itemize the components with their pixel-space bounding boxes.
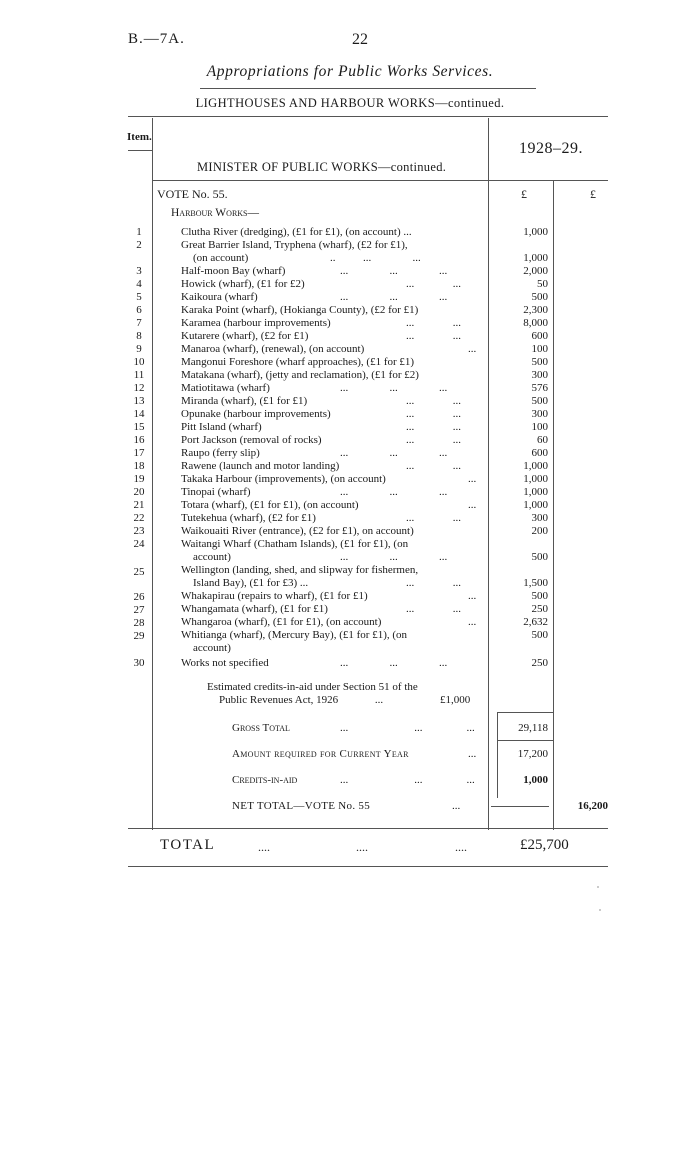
credits-note-line2 xyxy=(219,694,383,706)
table-bottom-rule xyxy=(128,828,608,829)
item-number: 18 xyxy=(133,460,145,472)
item-amount: 2,632 xyxy=(523,616,548,628)
item-description-continued: account) xyxy=(193,642,231,654)
item-description: Whangaroa (wharf), (£1 for £1), (on account) xyxy=(181,616,382,628)
item-description: Rawene (launch and motor landing) xyxy=(181,460,340,472)
item-amount: 500 xyxy=(531,551,548,563)
item-amount: 200 xyxy=(531,525,548,537)
item-number: 13 xyxy=(133,395,145,407)
net-total-label: NET TOTAL—VOTE No. 55 xyxy=(232,800,371,812)
item-number: 21 xyxy=(133,499,145,511)
item-number: 26 xyxy=(133,591,145,603)
item-amount: 600 xyxy=(531,330,548,342)
item-amount: 1,000 xyxy=(523,252,548,264)
scan-speck xyxy=(597,886,599,888)
net-total-value: 16,200 xyxy=(577,800,608,812)
currency-label-total: £ xyxy=(590,187,596,201)
item-description: Opunake (harbour improvements) xyxy=(181,408,331,420)
item-number: 10 xyxy=(133,356,145,368)
item-number: 25 xyxy=(133,566,145,578)
item-amount: 2,000 xyxy=(523,265,548,277)
item-description: Kutarere (wharf), (£2 for £1) xyxy=(181,330,309,342)
credits-note-amount: £1,000 xyxy=(440,694,471,706)
item-number: 8 xyxy=(136,330,142,342)
scan-speck xyxy=(599,909,601,911)
grand-total-value: £25,700 xyxy=(520,837,569,853)
grand-total-dots-2: .... xyxy=(356,840,368,854)
item-number: 30 xyxy=(133,657,145,669)
item-description: Miranda (wharf), (£1 for £1) xyxy=(181,395,308,407)
title-rule xyxy=(200,88,536,89)
item-description: Manaroa (wharf), (renewal), (on account) xyxy=(181,343,365,355)
item-description: Waitangi Wharf (Chatham Islands), (£1 for £1), (on xyxy=(181,538,409,550)
item-amount: 300 xyxy=(531,408,548,420)
year-column-header: 1928–29. xyxy=(519,140,583,157)
amount-required-value: 17,200 xyxy=(517,748,548,760)
gross-total-top-rule xyxy=(497,712,553,713)
credits-in-aid-value: 1,000 xyxy=(523,774,548,786)
grand-total-rule xyxy=(128,866,608,867)
item-number: 23 xyxy=(133,525,145,537)
item-amount: 2,300 xyxy=(523,304,548,316)
item-amount: 60 xyxy=(537,434,548,446)
grand-total-dots-1: .... xyxy=(258,840,270,854)
item-number: 19 xyxy=(133,473,145,485)
item-amount: 576 xyxy=(531,382,548,394)
item-description: Works not specified xyxy=(181,657,269,669)
grand-total-label: TOTAL xyxy=(160,837,216,853)
item-number: 29 xyxy=(133,630,145,642)
item-description: Tutekehua (wharf), (£2 for £1) xyxy=(181,512,316,524)
credits-note-dots: ... xyxy=(374,694,384,706)
item-column-divider xyxy=(152,118,153,830)
item-description: Kaikoura (wharf) xyxy=(181,291,258,303)
item-amount: 250 xyxy=(531,603,548,615)
item-description: Whangamata (wharf), (£1 for £1) xyxy=(181,603,328,615)
credits-in-aid-label: Credits-in-aid xyxy=(232,774,298,786)
item-amount: 500 xyxy=(531,356,548,368)
currency-label-amount: £ xyxy=(521,187,527,201)
item-description: Whitianga (wharf), (Mercury Bay), (£1 for £1), (on xyxy=(181,629,408,641)
item-description: Karaka Point (wharf), (Hokianga County), (£2 for £1) xyxy=(181,304,419,316)
item-number: 11 xyxy=(133,369,145,381)
gross-total-bottom-rule xyxy=(497,740,553,741)
item-description-continued: Island Bay), (£1 for £3) ... xyxy=(193,577,309,589)
amount-column-divider xyxy=(488,118,489,830)
item-description: Wellington (landing, shed, and slipway for fishermen, xyxy=(181,564,419,576)
item-number: 4 xyxy=(136,278,142,290)
item-description-continued: (on account) xyxy=(193,252,249,264)
item-amount: 600 xyxy=(531,447,548,459)
item-amount: 250 xyxy=(531,657,548,669)
item-number: 6 xyxy=(136,304,142,316)
item-number: 5 xyxy=(136,291,142,303)
page-number: 22 xyxy=(352,31,368,48)
item-amount: 50 xyxy=(537,278,548,290)
item-description-continued: account) xyxy=(193,551,231,563)
credits-note-line1: Estimated credits-in-aid under Section 51 of the xyxy=(207,681,418,693)
item-number: 7 xyxy=(136,317,142,329)
item-number: 28 xyxy=(133,617,145,629)
item-description: Whakapirau (repairs to wharf), (£1 for £1) xyxy=(181,590,368,602)
item-amount: 100 xyxy=(531,343,548,355)
item-description: Tinopai (wharf) xyxy=(181,486,251,498)
item-number: 3 xyxy=(136,265,142,277)
item-amount: 100 xyxy=(531,421,548,433)
item-description: Takaka Harbour (improvements), (on account) xyxy=(181,473,386,485)
item-amount: 1,000 xyxy=(523,473,548,485)
item-number: 12 xyxy=(133,382,145,394)
grand-total-dots-3: .... xyxy=(455,840,467,854)
item-number: 27 xyxy=(133,604,145,616)
item-number: 2 xyxy=(136,239,142,251)
item-amount: 500 xyxy=(531,291,548,303)
item-number: 9 xyxy=(136,343,142,355)
section-title: LIGHTHOUSES AND HARBOUR WORKS—continued. xyxy=(195,96,505,110)
item-amount: 1,000 xyxy=(523,486,548,498)
table-top-rule xyxy=(128,116,608,117)
item-description: Clutha River (dredging), (£1 for £1), (on account) ... xyxy=(181,226,412,238)
header-bottom-rule xyxy=(152,180,608,181)
item-amount: 300 xyxy=(531,512,548,524)
item-column-header: Item. xyxy=(127,131,152,143)
item-number: 22 xyxy=(133,512,145,524)
item-description: Port Jackson (removal of rocks) xyxy=(181,434,322,446)
item-amount: 1,000 xyxy=(523,499,548,511)
item-description: Howick (wharf), (£1 for £2) xyxy=(181,278,305,290)
item-number: 15 xyxy=(133,421,145,433)
item-number: 16 xyxy=(133,434,145,446)
harbour-works-subheading: Harbour Works— xyxy=(171,207,260,219)
item-description: Matiotitawa (wharf) xyxy=(181,382,270,394)
item-number: 24 xyxy=(133,538,145,550)
item-number: 1 xyxy=(136,226,142,238)
item-amount: 1,000 xyxy=(523,460,548,472)
gross-total-value: 29,118 xyxy=(518,722,548,734)
ministry-heading: MINISTER OF PUBLIC WORKS—continued. xyxy=(197,160,447,174)
item-number: 20 xyxy=(133,486,145,498)
item-description: Matakana (wharf), (jetty and reclamation), (£1 for £2) xyxy=(181,369,419,381)
item-amount: 500 xyxy=(531,395,548,407)
item-description: Mangonui Foreshore (wharf approaches), (£1 for £1) xyxy=(181,356,415,368)
item-description: Karamea (harbour improvements) xyxy=(181,317,331,329)
item-amount: 500 xyxy=(531,629,548,641)
item-description: Raupo (ferry slip) xyxy=(181,447,260,459)
gross-total-label: Gross Total xyxy=(232,722,290,734)
item-description: Great Barrier Island, Tryphena (wharf), (£2 for £1), xyxy=(181,239,408,251)
net-total-dash xyxy=(491,806,549,807)
item-description: Pitt Island (wharf) xyxy=(181,421,262,433)
credits-note-text: Public Revenues Act, 1926 xyxy=(219,694,339,706)
item-description: Half-moon Bay (wharf) xyxy=(181,265,286,277)
document-reference: B.—7A. xyxy=(128,31,185,47)
vote-heading: VOTE No. 55. xyxy=(157,187,228,201)
item-description: Totara (wharf), (£1 for £1), (on account) xyxy=(181,499,359,511)
amount-required-label: Amount required for Current Year xyxy=(232,748,409,760)
item-amount: 8,000 xyxy=(523,317,548,329)
item-header-rule xyxy=(128,150,152,151)
item-amount: 500 xyxy=(531,590,548,602)
item-description: Waikouaiti River (entrance), (£2 for £1), on account) xyxy=(181,525,414,537)
page-title: Appropriations for Public Works Services. xyxy=(206,63,494,80)
item-number: 17 xyxy=(133,447,145,459)
total-column-divider xyxy=(553,180,554,830)
item-amount: 1,000 xyxy=(523,226,548,238)
item-number: 14 xyxy=(133,408,145,420)
item-amount: 1,500 xyxy=(523,577,548,589)
item-amount: 300 xyxy=(531,369,548,381)
